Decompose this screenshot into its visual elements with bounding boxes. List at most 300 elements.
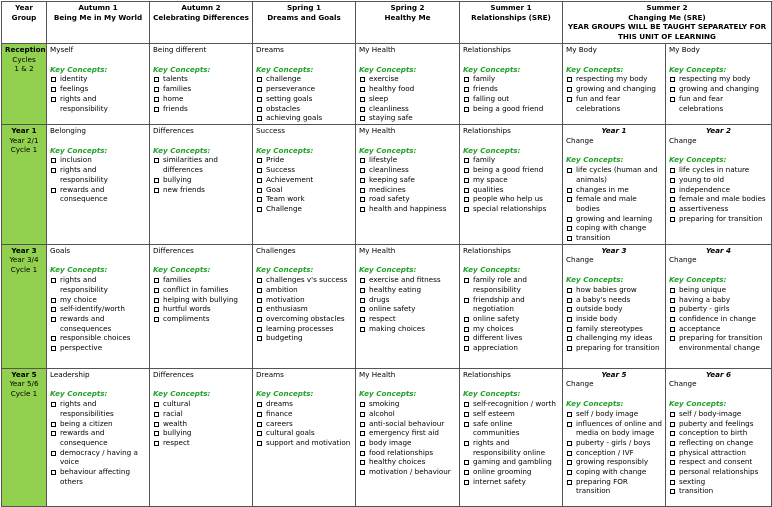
concept-item: Achievement xyxy=(256,175,352,185)
unit-title: My Health xyxy=(359,369,396,379)
summer2-cell xyxy=(563,368,666,506)
key-concepts-label: Key Concepts: xyxy=(153,265,211,275)
year-group-header: Year Group xyxy=(2,2,47,44)
concept-item: health and happiness xyxy=(359,204,456,214)
unit-cell xyxy=(150,125,253,245)
unit-title: Change xyxy=(669,379,697,389)
concept-item: friends xyxy=(463,84,559,94)
concept-item: lifestyle xyxy=(359,155,456,165)
concept-item: Success xyxy=(256,165,352,175)
concept-item: assertiveness xyxy=(669,204,768,214)
unit-cell xyxy=(253,125,356,245)
concept-item: racial xyxy=(153,409,249,419)
concept-list xyxy=(463,399,559,486)
term-name: Summer 1 xyxy=(490,3,532,12)
term-title: Healthy Me xyxy=(384,12,431,22)
key-concepts-label: Key Concepts: xyxy=(566,399,624,409)
unit-title: Change xyxy=(566,255,594,265)
summer2-cell xyxy=(563,244,666,368)
concept-item: young to old xyxy=(669,175,768,185)
concept-item: challenges v's success xyxy=(256,275,352,285)
concept-item: growing and changing xyxy=(669,84,768,94)
concept-item: healthy eating xyxy=(359,285,456,295)
concept-item: healthy choices xyxy=(359,457,456,467)
term-header xyxy=(253,2,356,44)
concept-item: self esteem xyxy=(463,409,559,419)
term-title: Celebrating Differences xyxy=(153,12,249,22)
concept-item: behaviour affecting others xyxy=(50,467,146,486)
concept-item: changes in me xyxy=(566,185,662,195)
concept-item: growing and learning xyxy=(566,214,662,224)
concept-item: cultural goals xyxy=(256,428,352,438)
concept-item: cleanliness xyxy=(359,165,456,175)
term-title: Changing Me (SRE) xyxy=(628,12,706,22)
key-concepts-label: Key Concepts: xyxy=(669,399,727,409)
concept-item: reflecting on change xyxy=(669,438,768,448)
concept-item: falling out xyxy=(463,94,559,104)
concept-item: talents xyxy=(153,74,249,84)
concept-item: being a good friend xyxy=(463,104,559,114)
unit-cell xyxy=(47,44,150,125)
concept-item: body image xyxy=(359,438,456,448)
summer2-year-heading: Year 2 xyxy=(705,126,732,135)
term-name: Spring 1 xyxy=(286,3,322,12)
term-title: Relationships (SRE) xyxy=(471,12,551,22)
concept-item: outside body xyxy=(566,304,662,314)
unit-title: Relationships xyxy=(463,369,511,379)
concept-item: rewards and consequence xyxy=(50,185,146,204)
summer2-cell xyxy=(666,368,772,506)
term-header-summer2 xyxy=(563,2,772,44)
key-concepts-label: Key Concepts: xyxy=(50,64,108,74)
year-group-name: Year 5 xyxy=(11,369,37,379)
concept-item: rewards and consequences xyxy=(50,314,146,333)
concept-item: sexting xyxy=(669,477,768,487)
unit-cell xyxy=(47,125,150,245)
concept-item: similarities and differences xyxy=(153,155,249,174)
concept-list xyxy=(463,74,559,113)
concept-item: motivation xyxy=(256,295,352,305)
concept-item: learning processes xyxy=(256,324,352,334)
unit-title: Differences xyxy=(153,369,194,379)
concept-item: families xyxy=(153,275,249,285)
term-name: Summer 2 xyxy=(646,3,688,12)
concept-item: being a good friend xyxy=(463,165,559,175)
key-concepts-label: Key Concepts: xyxy=(359,145,417,155)
key-concepts-label: Key Concepts: xyxy=(153,145,211,155)
unit-title: Challenges xyxy=(256,245,296,255)
concept-item: ambition xyxy=(256,285,352,295)
year-group-name: Year 3 xyxy=(11,245,37,255)
unit-title: Dreams xyxy=(256,369,284,379)
unit-title: My Body xyxy=(669,45,700,54)
concept-item: inside body xyxy=(566,314,662,324)
summer2-year-heading: Year 6 xyxy=(705,369,732,379)
concept-item: rewards and consequence xyxy=(50,428,146,447)
concept-item: acceptance xyxy=(669,324,768,334)
concept-item: my choice xyxy=(50,295,146,305)
concept-list xyxy=(359,399,456,477)
concept-item: different lives xyxy=(463,333,559,343)
key-concepts-label: Key Concepts: xyxy=(463,389,521,399)
concept-item: exercise and fitness xyxy=(359,275,456,285)
year-group-name: Year 1 xyxy=(11,126,37,135)
concept-item: respect and consent xyxy=(669,457,768,467)
concept-list xyxy=(50,399,146,486)
key-concepts-label: Key Concepts: xyxy=(153,64,211,74)
key-concepts-label: Key Concepts: xyxy=(669,64,727,74)
concept-item: healthy food xyxy=(359,84,456,94)
concept-item: responsible choices xyxy=(50,333,146,343)
concept-item: budgeting xyxy=(256,333,352,343)
concept-item: enthusiasm xyxy=(256,304,352,314)
concept-item: conception / IVF xyxy=(566,448,662,458)
year-group-sub: Year 3/4 xyxy=(9,255,39,265)
term-header xyxy=(460,2,563,44)
concept-item: female and male bodies xyxy=(566,194,662,213)
term-header xyxy=(47,2,150,44)
concept-item: hurtful words xyxy=(153,304,249,314)
concept-item: a baby's needs xyxy=(566,295,662,305)
unit-title: Goals xyxy=(50,245,71,255)
concept-item: sleep xyxy=(359,94,456,104)
unit-title: Relationships xyxy=(463,245,511,255)
concept-item: respect xyxy=(153,438,249,448)
key-concepts-label: Key Concepts: xyxy=(669,275,727,285)
unit-title: Dreams xyxy=(256,45,284,54)
concept-list xyxy=(256,275,352,343)
concept-item: being a citizen xyxy=(50,419,146,429)
concept-list xyxy=(566,285,662,353)
concept-item: overcoming obstacles xyxy=(256,314,352,324)
concept-list xyxy=(153,74,249,113)
unit-title: Differences xyxy=(153,245,194,255)
concept-list xyxy=(359,155,456,213)
concept-item: achieving goals xyxy=(256,113,352,123)
concept-item: family stereotypes xyxy=(566,324,662,334)
year-group-sub: Year 2/1 xyxy=(9,135,39,145)
concept-item: online safety xyxy=(463,314,559,324)
term-title: Being Me in My World xyxy=(53,12,143,22)
concept-item: compliments xyxy=(153,314,249,324)
summer2-year-heading: Year 3 xyxy=(601,245,627,255)
concept-item: puberty - girls / boys xyxy=(566,438,662,448)
summer2-year-heading: Year 1 xyxy=(601,126,627,135)
concept-item: democracy / having a voice xyxy=(50,448,146,467)
concept-item: medicines xyxy=(359,185,456,195)
concept-list xyxy=(463,275,559,353)
concept-item: self-identify/worth xyxy=(50,304,146,314)
unit-title: My Health xyxy=(359,245,396,255)
concept-item: dreams xyxy=(256,399,352,409)
concept-item: food relationships xyxy=(359,448,456,458)
concept-item: preparing for transition xyxy=(669,214,768,224)
concept-item: preparing for transition environmental change xyxy=(669,333,768,352)
concept-item: fun and fear celebrations xyxy=(669,94,768,113)
concept-item: making choices xyxy=(359,324,456,334)
concept-list xyxy=(50,275,146,353)
concept-item: coping with change xyxy=(566,467,662,477)
concept-item: rights and responsibility xyxy=(50,94,146,113)
concept-item: people who help us xyxy=(463,194,559,204)
concept-item: exercise xyxy=(359,74,456,84)
year3-row xyxy=(2,244,772,368)
year-group-sub: Year 5/6 xyxy=(9,379,39,389)
key-concepts-label: Key Concepts: xyxy=(50,265,108,275)
concept-item: respecting my body xyxy=(566,74,662,84)
concept-list xyxy=(256,74,352,123)
concept-list xyxy=(153,275,249,324)
concept-item: qualities xyxy=(463,185,559,195)
key-concepts-label: Key Concepts: xyxy=(463,64,521,74)
unit-cell xyxy=(460,44,563,125)
concept-list xyxy=(50,74,146,113)
concept-item: appreciation xyxy=(463,343,559,353)
unit-cell xyxy=(47,244,150,368)
unit-cell xyxy=(150,44,253,125)
key-concepts-label: Key Concepts: xyxy=(566,155,624,165)
concept-list xyxy=(566,409,662,496)
key-concepts-label: Key Concepts: xyxy=(256,389,314,399)
concept-item: physical attraction xyxy=(669,448,768,458)
term-header xyxy=(150,2,253,44)
concept-item: transition xyxy=(669,486,768,496)
unit-cell xyxy=(356,244,460,368)
concept-item: identity xyxy=(50,74,146,84)
concept-item: puberty - girls xyxy=(669,304,768,314)
concept-item: coping with change xyxy=(566,223,662,233)
concept-item: respecting my body xyxy=(669,74,768,84)
key-concepts-label: Key Concepts: xyxy=(50,145,108,155)
concept-item: wealth xyxy=(153,419,249,429)
year-group-cell xyxy=(2,44,47,125)
unit-title: Success xyxy=(256,126,285,135)
key-concepts-label: Key Concepts: xyxy=(256,145,314,155)
concept-item: feelings xyxy=(50,84,146,94)
concept-list xyxy=(153,399,249,448)
unit-title: Myself xyxy=(50,45,74,54)
concept-item: how babies grow xyxy=(566,285,662,295)
concept-item: online safety xyxy=(359,304,456,314)
unit-title: Change xyxy=(566,135,594,145)
key-concepts-label: Key Concepts: xyxy=(153,389,211,399)
concept-item: friends xyxy=(153,104,249,114)
concept-item: having a baby xyxy=(669,295,768,305)
concept-item: helping with bullying xyxy=(153,295,249,305)
concept-item: new friends xyxy=(153,185,249,195)
concept-item: perspective xyxy=(50,343,146,353)
concept-item: rights and responsibilities xyxy=(50,399,146,418)
key-concepts-label: Key Concepts: xyxy=(566,275,624,285)
concept-item: smoking xyxy=(359,399,456,409)
concept-item: preparing FOR transition xyxy=(566,477,662,496)
unit-cell xyxy=(460,125,563,245)
unit-title: Change xyxy=(669,135,697,145)
term-name: Autumn 1 xyxy=(78,3,118,12)
concept-item: conception to birth xyxy=(669,428,768,438)
unit-cell xyxy=(356,125,460,245)
year-group-sub: Cycles xyxy=(12,54,36,64)
term-name: Autumn 2 xyxy=(181,3,221,12)
key-concepts-label: Key Concepts: xyxy=(359,389,417,399)
concept-list xyxy=(566,165,662,243)
concept-item: self / body image xyxy=(566,409,662,419)
concept-item: growing and changing xyxy=(566,84,662,94)
concept-item: home xyxy=(153,94,249,104)
concept-item: self / body-image xyxy=(669,409,768,419)
unit-cell xyxy=(666,44,772,125)
concept-item: personal relationships xyxy=(669,467,768,477)
unit-title: My Health xyxy=(359,126,396,135)
term-name: Spring 2 xyxy=(390,3,425,12)
key-concepts-label: Key Concepts: xyxy=(359,265,417,275)
unit-cell xyxy=(47,368,150,506)
key-concepts-label: Key Concepts: xyxy=(256,64,314,74)
concept-item: road safety xyxy=(359,194,456,204)
concept-item: obstacles xyxy=(256,104,352,114)
concept-item: cultural xyxy=(153,399,249,409)
concept-item: keeping safe xyxy=(359,175,456,185)
year1-row xyxy=(2,125,772,245)
concept-list xyxy=(669,285,768,353)
concept-item: preparing for transition xyxy=(566,343,662,353)
year-group-cell xyxy=(2,125,47,245)
unit-cell xyxy=(460,244,563,368)
summer2-cell xyxy=(666,244,772,368)
summer2-cell xyxy=(563,125,666,245)
summer2-year-heading: Year 5 xyxy=(601,369,627,379)
concept-item: family xyxy=(463,155,559,165)
concept-item: rights and responsibility xyxy=(50,165,146,184)
concept-list xyxy=(50,155,146,204)
concept-item: families xyxy=(153,84,249,94)
concept-item: self-recognition / worth xyxy=(463,399,559,409)
concept-item: family role and responsibility xyxy=(463,275,559,294)
concept-item: puberty and feelings xyxy=(669,419,768,429)
concept-item: gaming and gambling xyxy=(463,457,559,467)
concept-item: life cycles (human and animals) xyxy=(566,165,662,184)
unit-title: Belonging xyxy=(50,126,86,135)
key-concepts-label: Key Concepts: xyxy=(669,155,727,165)
concept-list xyxy=(256,155,352,213)
year-group-cycle: Cycle 1 xyxy=(10,145,38,155)
unit-title: Being different xyxy=(153,45,207,54)
concept-item: online grooming xyxy=(463,467,559,477)
concept-list xyxy=(359,74,456,123)
unit-title: Change xyxy=(669,255,697,265)
term-title: Dreams and Goals xyxy=(267,12,341,22)
summer2-cell xyxy=(666,125,772,245)
concept-item: careers xyxy=(256,419,352,429)
concept-item: family xyxy=(463,74,559,84)
summer2-note: YEAR GROUPS WILL BE TAUGHT SEPARATELY FOR THIS UNIT OF LEARNING xyxy=(567,22,767,42)
concept-item: finance xyxy=(256,409,352,419)
concept-list xyxy=(256,399,352,448)
concept-list xyxy=(669,409,768,496)
concept-item: respect xyxy=(359,314,456,324)
curriculum-table xyxy=(1,1,772,507)
key-concepts-label: Key Concepts: xyxy=(463,145,521,155)
unit-title: My Body xyxy=(566,45,597,54)
unit-cell xyxy=(356,368,460,506)
concept-list xyxy=(463,155,559,213)
header-row xyxy=(2,2,772,44)
concept-item: transition xyxy=(566,233,662,243)
concept-item: Challenge xyxy=(256,204,352,214)
key-concepts-label: Key Concepts: xyxy=(359,64,417,74)
concept-item: setting goals xyxy=(256,94,352,104)
unit-cell xyxy=(253,368,356,506)
year-group-cell xyxy=(2,244,47,368)
unit-title: Change xyxy=(566,379,594,389)
concept-item: confidence in change xyxy=(669,314,768,324)
concept-item: growing responsibly xyxy=(566,457,662,467)
unit-cell xyxy=(150,368,253,506)
unit-title: Differences xyxy=(153,126,194,135)
concept-item: rights and responsibility online xyxy=(463,438,559,457)
unit-title: Relationships xyxy=(463,45,511,54)
concept-item: bullying xyxy=(153,428,249,438)
concept-item: cleanliness xyxy=(359,104,456,114)
concept-item: drugs xyxy=(359,295,456,305)
year5-row xyxy=(2,368,772,506)
concept-list xyxy=(153,155,249,194)
concept-item: independence xyxy=(669,185,768,195)
unit-title: Leadership xyxy=(50,369,90,379)
concept-item: emergency first aid xyxy=(359,428,456,438)
concept-item: challenge xyxy=(256,74,352,84)
concept-item: Pride xyxy=(256,155,352,165)
concept-item: alcohol xyxy=(359,409,456,419)
concept-list xyxy=(669,165,768,223)
unit-cell xyxy=(563,44,666,125)
concept-list xyxy=(669,74,768,113)
concept-item: inclusion xyxy=(50,155,146,165)
year-group-cell xyxy=(2,368,47,506)
concept-item: challenging my ideas xyxy=(566,333,662,343)
summer2-year-heading: Year 4 xyxy=(705,245,732,255)
concept-item: special relationships xyxy=(463,204,559,214)
concept-item: Goal xyxy=(256,185,352,195)
concept-item: my space xyxy=(463,175,559,185)
concept-item: perseverance xyxy=(256,84,352,94)
concept-list xyxy=(359,275,456,333)
concept-item: conflict in families xyxy=(153,285,249,295)
concept-item: influences of online and media on body image xyxy=(566,419,662,438)
concept-item: support and motivation xyxy=(256,438,352,448)
concept-item: motivation / behaviour xyxy=(359,467,456,477)
year-group-cycle: 1 & 2 xyxy=(14,64,34,74)
year-group-cycle: Cycle 1 xyxy=(10,389,38,399)
concept-item: staying safe xyxy=(359,113,456,123)
concept-item: female and male bodies xyxy=(669,194,768,204)
concept-item: internet safety xyxy=(463,477,559,487)
unit-title: Relationships xyxy=(463,126,511,135)
reception-row xyxy=(2,44,772,125)
year-group-cycle: Cycle 1 xyxy=(10,265,38,275)
concept-list xyxy=(566,74,662,113)
concept-item: my choices xyxy=(463,324,559,334)
unit-cell xyxy=(356,44,460,125)
concept-item: being unique xyxy=(669,285,768,295)
unit-cell xyxy=(150,244,253,368)
concept-item: rights and responsibility xyxy=(50,275,146,294)
concept-item: bullying xyxy=(153,175,249,185)
concept-item: friendship and negotiation xyxy=(463,295,559,314)
unit-cell xyxy=(460,368,563,506)
concept-item: fun and fear celebrations xyxy=(566,94,662,113)
concept-item: safe online communities xyxy=(463,419,559,438)
